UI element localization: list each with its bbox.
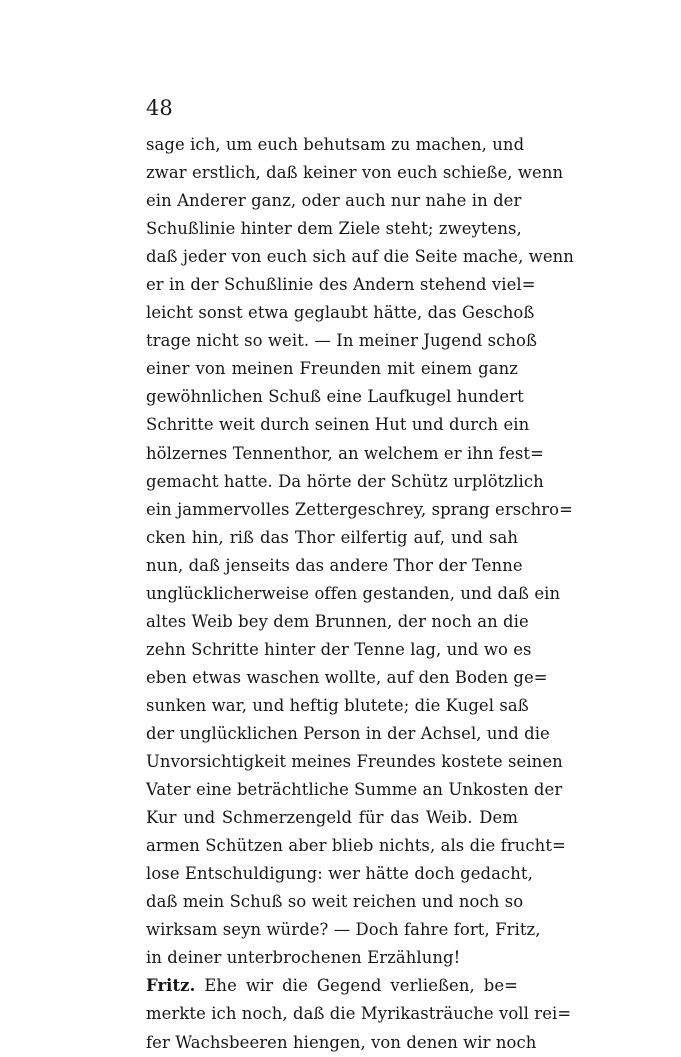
text-line: Schußlinie hinter dem Ziele steht; zweytens, — [146, 219, 522, 239]
speaker-name: Fritz. — [146, 976, 196, 996]
text-line: cken hin, riß das Thor eilfertig auf, und sah — [146, 527, 518, 547]
text-line: in deiner unterbrochenen Erzählung! — [146, 948, 461, 968]
text-line: altes Weib bey dem Brunnen, der noch an die — [146, 611, 529, 631]
text-line: hölzernes Tennenthor, an welchem er ihn fest= — [146, 443, 544, 463]
body-text — [146, 131, 574, 1057]
text-line: einer von meinen Freunden mit einem ganz — [146, 359, 518, 379]
text-line: sage ich, um euch behutsam zu machen, und — [146, 135, 525, 154]
text-line: daß jeder von euch sich auf die Seite mache, wenn — [146, 247, 574, 267]
text-line: gewöhnlichen Schuß eine Laufkugel hundert — [146, 387, 524, 407]
text-line: Schritte weit durch seinen Hut und durch ein — [146, 415, 530, 435]
text-line: zehn Schritte hinter der Tenne lag, und wo es — [146, 639, 532, 659]
text-line: ein jammervolles Zettergeschrey, sprang erschro= — [146, 499, 573, 519]
text-line: sunken war, und heftig blutete; die Kugel saß — [146, 695, 529, 715]
text-line: trage nicht so weit. — In meiner Jugend schoß — [146, 331, 538, 351]
text-line: der unglücklichen Person in der Achsel, und die — [146, 723, 550, 743]
text-line: merkte ich noch, daß die Myrikasträuche voll rei= — [146, 1004, 572, 1024]
text-line: armen Schützen aber blieb nichts, als die frucht= — [146, 836, 566, 856]
text-line: eben etwas waschen wollte, auf den Boden ge= — [146, 667, 548, 687]
dialogue-line — [146, 972, 518, 1000]
text-line: zwar erstlich, daß keiner von euch schieße, wenn — [146, 163, 564, 183]
text-line: Unvorsichtigkeit meines Freundes kostete seinen — [146, 752, 563, 772]
text-line: unglücklicherweise offen gestanden, und daß ein — [146, 583, 561, 603]
text-line: Vater eine beträchtliche Summe an Unkosten der — [146, 780, 563, 800]
dialogue-text: Ehe wir die Gegend verließen, be= — [195, 976, 518, 996]
text-line: gemacht hatte. Da hörte der Schütz urplötzlich — [146, 471, 544, 491]
text-line: nun, daß jenseits das andere Thor der Tenne — [146, 555, 523, 575]
text-line: lose Entschuldigung: wer hätte doch gedacht, — [146, 864, 533, 884]
text-line: daß mein Schuß so weit reichen und noch so — [146, 892, 524, 912]
text-line: wirksam seyn würde? — Doch fahre fort, Fritz, — [146, 920, 541, 940]
text-line: fer Wachsbeeren hiengen, von denen wir noch — [146, 1032, 537, 1052]
text-line: leicht sonst etwa geglaubt hätte, das Geschoß — [146, 303, 535, 323]
text-line: er in der Schußlinie des Andern stehend viel= — [146, 275, 536, 295]
text-line: ein Anderer ganz, oder auch nur nahe in der — [146, 191, 522, 211]
page-number: 48 — [146, 96, 173, 120]
text-line: Kur und Schmerzengeld für das Weib. Dem — [146, 808, 518, 828]
